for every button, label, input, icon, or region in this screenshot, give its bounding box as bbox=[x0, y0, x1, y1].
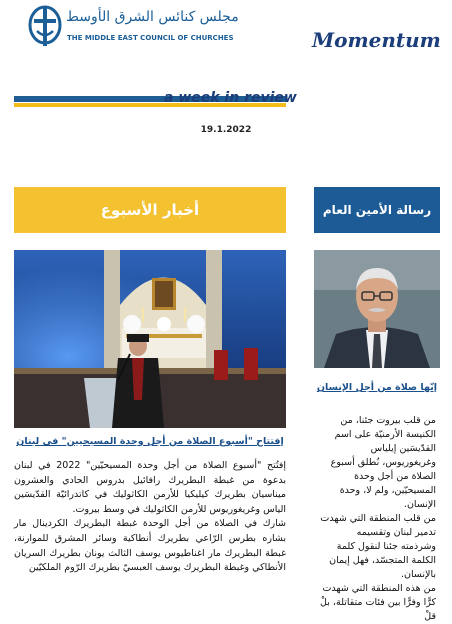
news-paragraph: شارك في الصلاة من أجل الوحدة غبطة البطريرك الكردينال مار بشاره بطرس الرّاعي بطريرك أنطاكية وسائر المشرق للموارنة، غبطة البطريرك مار اغناطيوس يوسف الثالث يونان بطريرك السريان الأنطاكي وغبطة البطريرك يوسف العبسيّ بطريرك الرّوم الملكيّين bbox=[14, 518, 286, 574]
secretary-paragraph: من قلب بيروت جئنا، من الكنيسة الأرمنيّة على اسم القدّيسَين إيلياس وغريغوريوس، نُطلق أسبوع الصلاة من أجل وحدة المسيحيّين، ولم لا، وحدة الإنسان. bbox=[330, 415, 436, 510]
org-name-english: THE MIDDLE EAST COUNCIL OF CHURCHES bbox=[67, 34, 234, 42]
secretary-message-title[interactable]: إنّها صلاة من أجل الإنسان bbox=[316, 382, 438, 393]
secretary-section-heading: رسالة الأمين العام bbox=[314, 187, 440, 233]
news-article-body bbox=[14, 459, 286, 576]
newsletter-title: Momentum bbox=[312, 28, 441, 52]
org-name-arabic: مجلس كنائس الشرق الأوسط bbox=[66, 9, 239, 25]
news-section-heading: أخبار الأسبوع bbox=[14, 187, 286, 233]
secretary-paragraph: من هذه المنطقة التي شهدت كرًّا وفرًّا بين فئات متقاتلة، بلْ قلْ bbox=[320, 583, 436, 622]
secretary-paragraph: من قلب المنطقة التي شهدت تدمير لبنان وتقسيمه وشرذمته جئنا لنقول كلمة الكلمة المتجسّد، فهل إيمان بالإنسان. bbox=[320, 513, 436, 580]
secretary-message-body bbox=[320, 414, 436, 624]
issue-tagline: a week in review bbox=[164, 90, 297, 106]
secretary-general-portrait bbox=[314, 250, 440, 368]
mecc-cross-emblem-icon bbox=[26, 4, 64, 50]
news-article-title[interactable]: إفتتاح "أسبوع الصلاة من أجل وحدة المسيحيين" في لبنان bbox=[16, 436, 284, 447]
news-photo bbox=[14, 250, 286, 428]
newsletter-header bbox=[0, 0, 452, 70]
issue-date: 19.1.2022 bbox=[200, 125, 252, 135]
news-paragraph: إفتُتح "أسبوع الصلاة من أجل وحدة المسيحيّين" 2022 في لبنان بدعوة من غبطة البطريرك رافائيل بدروس الحادي والعشرون ميناسيان بطريرك كيليكيا للأرمن الكاثوليك في كاتدرائيّة القدّيسَين الياس وغريغوريوس للأرمن الكاثوليك في وسط بيروت. bbox=[14, 460, 286, 515]
